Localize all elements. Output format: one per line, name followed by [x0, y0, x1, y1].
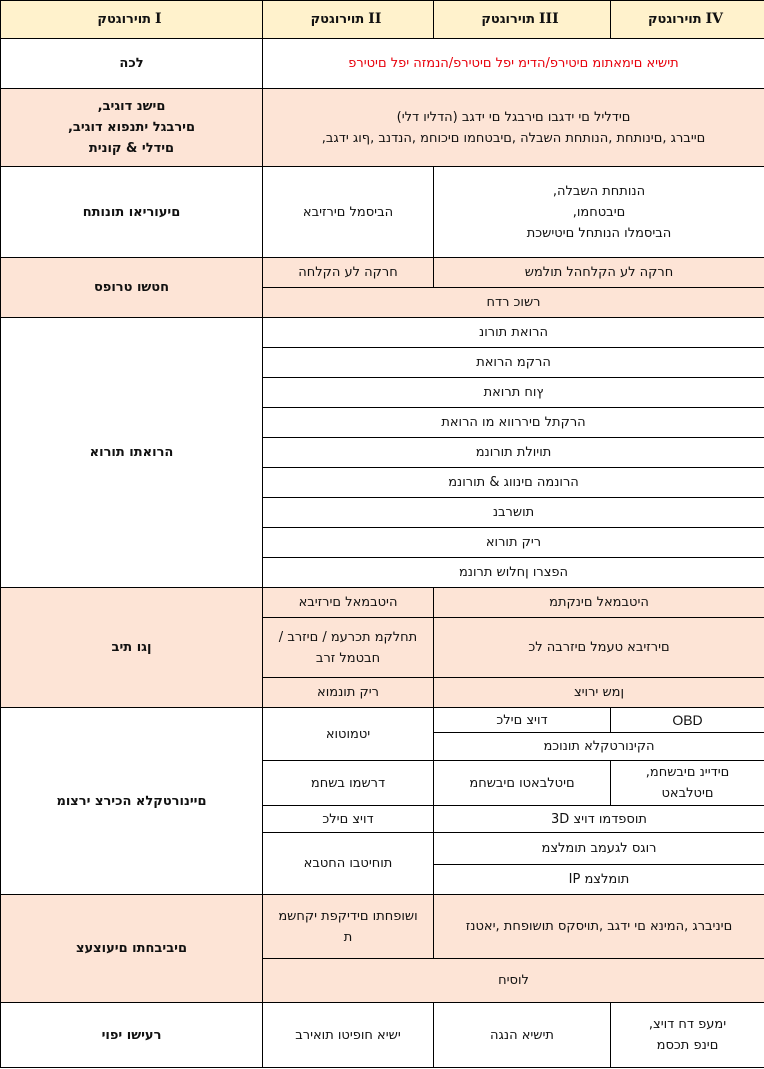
category-cell: ןגו תיב: [1, 588, 263, 708]
toys-col2: ושופחתו םידיקפת יקחשמ ת: [263, 895, 434, 959]
header-col-4: תוירוגטק IV: [611, 1, 764, 39]
home-r1-col2: היטבמאל םירזיבא: [263, 588, 434, 618]
color-value: תישיא םימאתומ םיטירפ/הדימ יפל םיטירפ/הנמזה יפל םיטירפ: [263, 39, 764, 89]
category-cell: רעישו יפוי: [1, 1003, 263, 1068]
home-r1-col34: היטבמאל םינקתמ: [434, 588, 764, 618]
auto-r2-col34: הקינורטקלא תונוכמ: [434, 733, 764, 761]
category-cell: םיעוריאו תונותח: [1, 167, 263, 258]
auto-r1-col4: OBD: [611, 708, 764, 733]
list-item: ריק תורוא: [263, 528, 764, 558]
home-r2-col2: / תחלקמ תכרעמ / םיזרב חבטמל זרב: [263, 618, 434, 678]
row-fabrics: [1, 89, 764, 167]
row-toys: [1, 895, 764, 959]
category-cell: לכה: [1, 39, 263, 89]
security-r2-col34: IP תומלצמ: [434, 865, 764, 895]
pc-col2: דרשמו בשחמ: [263, 761, 434, 806]
tools-col34: 3D תוספדמו דויצ: [434, 806, 764, 833]
category-cell: םיביבחתו םיעוצעצ: [1, 895, 263, 1003]
row-lighting: [1, 318, 764, 348]
list-item: הרקמ הרואת: [263, 348, 764, 378]
beauty-col2: ישיא חופיטו תואירב: [263, 1003, 434, 1068]
category-cell: הרואתו תורוא: [1, 318, 263, 588]
list-item: תויולת תורונמ: [263, 438, 764, 468]
outdoor-full: רשוכ רדח: [263, 288, 764, 318]
home-r3-col34: ןמש ירויצ: [434, 678, 764, 708]
security-col2: תוחיטבו החטבא: [263, 833, 434, 895]
fabrics-value: (הדליו דלי) םידליל םי ידגבו םירבגל םי ידגב ,םייברג ,םינותחת ,הנותחת השבלה ,םיבטחמו םיכוחמ ,הנדנב ,ףוג ידגב: [263, 89, 764, 167]
list-item: הרקתל םיררווא מו הרואת: [263, 408, 764, 438]
list-item: הרואת תורונ: [263, 318, 764, 348]
home-r2-col34: םירזיבא טעמל םיזרבה לכ: [434, 618, 764, 678]
list-item: הרונמה םינווג & תורונמ: [263, 468, 764, 498]
header-col-3: תוירוגטק III: [434, 1, 611, 39]
toys-full: לוסיח: [263, 959, 764, 1003]
outdoor-col34: חרקה לע הקלחהל תולמש: [434, 258, 764, 288]
list-item: תושרבנ: [263, 498, 764, 528]
home-r3-col2: ריק תונמוא: [263, 678, 434, 708]
category-cell: חטשו טרופס: [1, 258, 263, 318]
header-row: [1, 1, 764, 39]
pc-col4: ,םידיינ םיבשחמ םיטלבאט: [611, 761, 764, 806]
auto-r1-col3: דויצ םילכ: [434, 708, 611, 733]
accessories-col2: הביסמל םירזיבא: [263, 167, 434, 258]
outdoor-col2: חרקה לע הקלחה: [263, 258, 434, 288]
header-col-1: תוירוגטק I: [1, 1, 263, 39]
security-r1-col34: רוגס לגעמב תומלצמ: [434, 833, 764, 865]
row-accessories: [1, 167, 764, 258]
row-beauty: [1, 1003, 764, 1068]
row-electronics: [1, 708, 764, 733]
tools-col2: דויצ םילכ: [263, 806, 434, 833]
category-cell: ,םישנ דוגיב ,םירבגל יתנפוא דוגיב םידלי & קונית: [1, 89, 263, 167]
row-outdoor-sport: [1, 258, 764, 288]
toys-col34: םיניברג ,המינא םי ידגב ,תויסקס תושופחת ,יאטנז: [434, 895, 764, 959]
accessories-col34: ,הנותחת השבלה ,םיבטחמו הביסמלו הנותחל םיטישכת: [434, 167, 764, 258]
auto-col2: יטמוטוא: [263, 708, 434, 761]
list-item: הפצרו ןחלוש תרונמ: [263, 558, 764, 588]
beauty-col3: תישיא הנגה: [434, 1003, 611, 1068]
list-item: ץוח תרואת: [263, 378, 764, 408]
pc-col3: םיטלבאטו םיבשחמ: [434, 761, 611, 806]
row-color: [1, 39, 764, 89]
beauty-col4: ,ימעפ דח דויצ םינפ תכסמ: [611, 1003, 764, 1068]
category-cell: םיינורטקלא הכירצ ירצומ: [1, 708, 263, 895]
header-col-2: תוירוגטק II: [263, 1, 434, 39]
row-home-garden: [1, 588, 764, 618]
